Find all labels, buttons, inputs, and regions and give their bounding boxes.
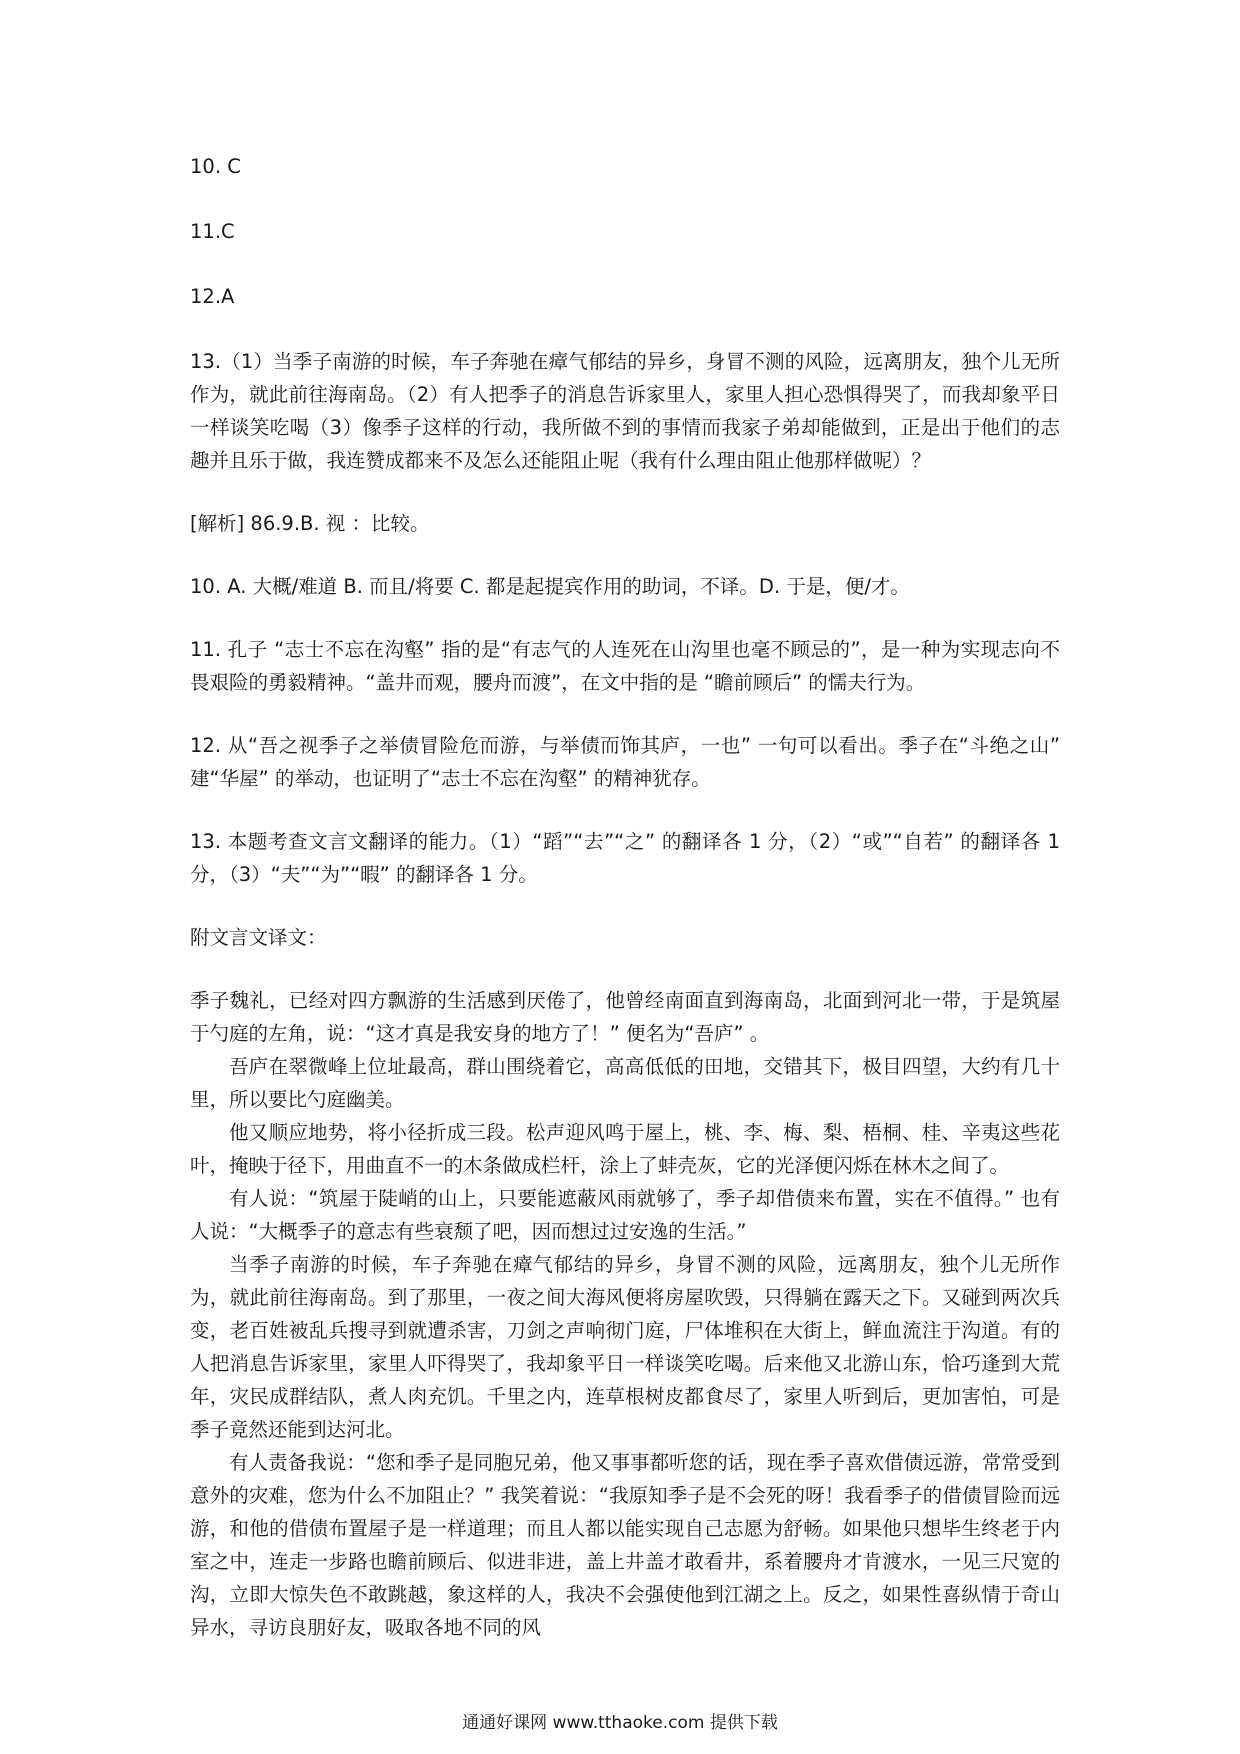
analysis-10: 10. A. 大概/难道 B. 而且/将要 C. 都是起提宾作用的助词，不译。D. 于是，便/才。 bbox=[190, 575, 910, 598]
answer-13: 13.（1）当季子南游的时候，车子奔驰在瘴气郁结的异乡，身冒不测的风险，远离朋友，独个儿无所作为，就此前往海南岛。（2）有人把季子的消息告诉家里人，家里人担心恐惧得哭了，而我却象平日一样谈笑吃喝（3）像季子这样的行动，我所做不到的事情而我家子弟却能做到，正是出于他们的志趣并且乐于做，我连赞成都来不及怎么还能阻止呢（我有什么理由阻止他那样做呢）？ bbox=[190, 350, 1060, 472]
translation-paragraph: 季子魏礼，已经对四方飘游的生活感到厌倦了，他曾经南面直到海南岛，北面到河北一带，于是筑屋于勺庭的左角，说：“这才真是我安身的地方了！” 便名为“吾庐” 。 bbox=[190, 989, 1060, 1045]
answer-12: 12.A bbox=[190, 285, 235, 308]
analysis-13: 13. 本题考查文言文翻译的能力。（1）“蹈”“去”“之” 的翻译各 1 分，（2）“或”“自若” 的翻译各 1 分，（3）“夫”“为”“暇” 的翻译各 1 分。 bbox=[190, 830, 1060, 886]
answer-11: 11.C bbox=[190, 220, 235, 243]
translation-paragraph: 他又顺应地势，将小径折成三段。松声迎风鸣于屋上，桃、李、梅、梨、梧桐、桂、辛夷这些花叶，掩映于径下，用曲直不一的木条做成栏杆，涂上了蚌壳灰，它的光泽便闪烁在林木之间了。 bbox=[190, 1121, 1060, 1177]
analysis-intro: [解析] 86.9.B. 视 ：比较。 bbox=[190, 512, 430, 535]
answer-10: 10. C bbox=[190, 155, 241, 178]
translation-paragraph: 有人责备我说：“您和季子是同胞兄弟，他又事事都听您的话，现在季子喜欢借债远游，常常受到意外的灾难，您为什么不加阻止？” 我笑着说：“我原知季子是不会死的呀！我看季子的借债冒险而远游，和他的借债布置屋子是一样道理；而且人都以能实现自己志愿为舒畅。如果他只想毕生终老于内室之中，连走一步路也瞻前顾后、似进非进，盖上井盖才敢看井，系着腰舟才肯渡水，一见三尺宽的沟，立即大惊失色不敢跳越，象这样的人，我决不会强使他到江湖之上。反之，如果性喜纵情于奇山异水，寻访良朋好友，吸取各地不同的风 bbox=[190, 1451, 1060, 1639]
translation-paragraph: 有人说：“筑屋于陡峭的山上，只要能遮蔽风雨就够了，季子却借债来布置，实在不值得。” 也有人说：“大概季子的意志有些衰颓了吧，因而想过过安逸的生活。” bbox=[190, 1187, 1060, 1243]
translation-heading: 附文言文译文： bbox=[190, 926, 327, 949]
page-footer: 通通好课网 www.tthaoke.com 提供下载 bbox=[462, 1713, 778, 1733]
analysis-12: 12. 从“吾之视季子之举债冒险危而游，与举债而饰其庐，一也” 一句可以看出。季子在“斗绝之山” 建“华屋” 的举动，也证明了“志士不忘在沟壑” 的精神犹存。 bbox=[190, 734, 1060, 790]
analysis-11: 11. 孔子 “志士不忘在沟壑” 指的是“有志气的人连死在山沟里也毫不顾忌的”，是一种为实现志向不畏艰险的勇毅精神。“盖井而观，腰舟而渡”，在文中指的是 “瞻前顾后” 的懦夫行为。 bbox=[190, 638, 1060, 694]
translation-paragraph: 吾庐在翠微峰上位址最高，群山围绕着它，高高低低的田地，交错其下，极目四望，大约有几十里，所以要比勺庭幽美。 bbox=[190, 1055, 1060, 1111]
translation-paragraph: 当季子南游的时候，车子奔驰在瘴气郁结的异乡，身冒不测的风险，远离朋友，独个儿无所作为，就此前往海南岛。到了那里，一夜之间大海风便将房屋吹毁，只得躺在露天之下。又碰到两次兵变，老百姓被乱兵搜寻到就遭杀害，刀剑之声响彻门庭，尸体堆积在大街上，鲜血流注于沟道。有的人把消息告诉家里，家里人吓得哭了，我却象平日一样谈笑吃喝。后来他又北游山东，恰巧逢到大荒年，灾民成群结队，煮人肉充饥。千里之内，连草根树皮都食尽了，家里人听到后，更加害怕，可是季子竟然还能到达河北。 bbox=[190, 1253, 1060, 1441]
document-content bbox=[190, 150, 1060, 1644]
translation-body bbox=[190, 984, 1060, 1644]
